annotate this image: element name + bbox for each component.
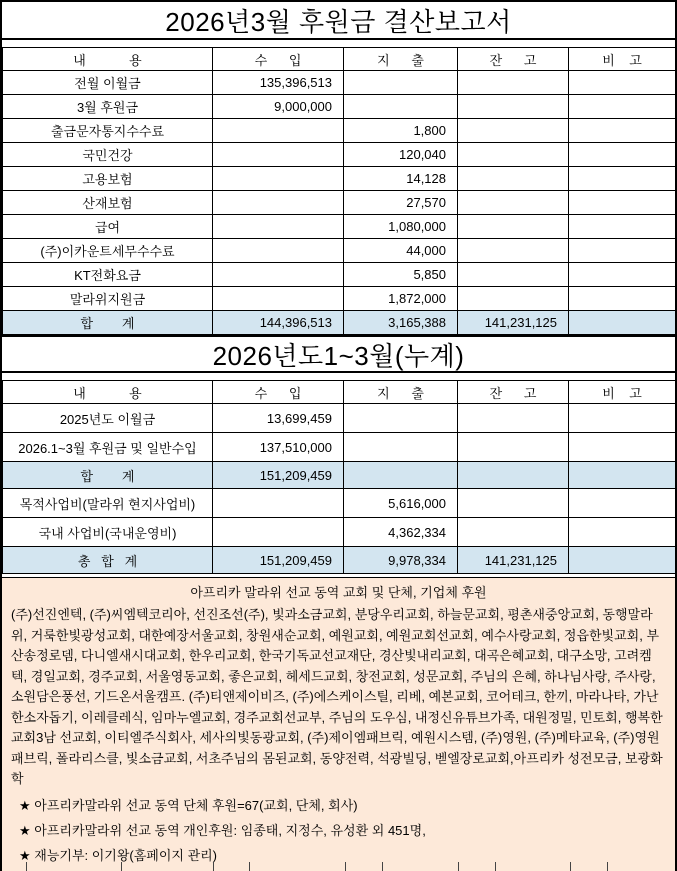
grid-tick — [570, 862, 571, 871]
item-label-cell: 2026.1~3월 후원금 및 일반수입 — [3, 433, 213, 462]
balance-cell — [458, 95, 569, 119]
note-cell — [569, 239, 676, 263]
income-cell — [213, 143, 344, 167]
header-balance: 잔 고 — [458, 381, 569, 404]
note-cell — [569, 547, 676, 574]
income-cell: 144,396,513 — [213, 311, 344, 335]
table-row — [3, 167, 676, 191]
income-cell — [213, 167, 344, 191]
balance-cell: 141,231,125 — [458, 311, 569, 335]
income-cell — [213, 287, 344, 311]
item-label-cell: 말라위지원금 — [3, 287, 213, 311]
expense-cell — [344, 95, 458, 119]
march-report-title: 2026년3월 후원금 결산보고서 — [2, 2, 675, 40]
march-settlement-table — [2, 47, 676, 335]
note-cell — [569, 191, 676, 215]
note-cell — [569, 167, 676, 191]
grid-tick — [382, 862, 383, 871]
table-row — [3, 404, 676, 433]
expense-cell — [344, 71, 458, 95]
item-label-cell: 합 계 — [3, 311, 213, 335]
sponsor-note-individuals: ★ 아프리카말라위 선교 동역 개인후원: 임종태, 지정수, 유성환 외 451명, — [19, 822, 426, 838]
table-header-row — [3, 48, 676, 71]
grid-tick — [607, 862, 608, 871]
item-label-cell: 고용보험 — [3, 167, 213, 191]
table-row — [3, 489, 676, 518]
expense-cell — [344, 404, 458, 433]
section-spacer — [2, 40, 675, 47]
expense-cell — [344, 433, 458, 462]
item-label-cell: KT전화요금 — [3, 263, 213, 287]
table-row — [3, 433, 676, 462]
note-cell — [569, 119, 676, 143]
grand-total-row — [3, 547, 676, 574]
header-note: 비 고 — [569, 381, 676, 404]
note-cell — [569, 433, 676, 462]
expense-cell: 9,978,334 — [344, 547, 458, 574]
expense-cell: 5,850 — [344, 263, 458, 287]
grid-tick — [213, 862, 214, 871]
expense-cell: 1,800 — [344, 119, 458, 143]
header-note: 비 고 — [569, 48, 676, 71]
balance-cell — [458, 404, 569, 433]
table-row — [3, 95, 676, 119]
income-cell — [213, 489, 344, 518]
header-income: 수 입 — [213, 48, 344, 71]
balance-cell — [458, 215, 569, 239]
item-label-cell: 급여 — [3, 215, 213, 239]
header-expense: 지 출 — [344, 48, 458, 71]
item-label-cell: 전월 이월금 — [3, 71, 213, 95]
note-cell — [569, 489, 676, 518]
balance-cell — [458, 239, 569, 263]
grid-tick — [495, 862, 496, 871]
item-label-cell: 목적사업비(말라위 현지사업비) — [3, 489, 213, 518]
income-cell: 151,209,459 — [213, 547, 344, 574]
income-cell — [213, 263, 344, 287]
expense-cell: 27,570 — [344, 191, 458, 215]
subtotal-row — [3, 462, 676, 489]
income-cell — [213, 518, 344, 547]
table-row — [3, 71, 676, 95]
item-label-cell: 총 합 계 — [3, 547, 213, 574]
note-cell — [569, 71, 676, 95]
note-cell — [569, 311, 676, 335]
balance-cell — [458, 489, 569, 518]
total-row — [3, 311, 676, 335]
income-cell: 151,209,459 — [213, 462, 344, 489]
table-row — [3, 191, 676, 215]
balance-cell: 141,231,125 — [458, 547, 569, 574]
balance-cell — [458, 191, 569, 215]
balance-cell — [458, 518, 569, 547]
header-content: 내 용 — [3, 48, 213, 71]
sponsor-note-groups: ★ 아프리카말라위 선교 동역 단체 후원=67(교회, 단체, 회사) — [19, 797, 358, 813]
note-cell — [569, 404, 676, 433]
grid-tick — [121, 862, 122, 871]
table-row — [3, 518, 676, 547]
expense-cell — [344, 462, 458, 489]
header-content: 내 용 — [3, 381, 213, 404]
income-cell: 137,510,000 — [213, 433, 344, 462]
grid-tick — [249, 862, 250, 871]
sponsor-list: (주)선진엔텍, (주)씨엠텍코리아, 선진조선(주), 빛과소금교회, 분당우리교회, 하늘문교회, 평촌새중앙교회, 동행말라위, 거룩한빛광성교회, 대한예장서울교회, 창원새순교회, 예원교회, 예원교회선교회, 예수사랑교회, 정읍한빛교회, 부산송정로뎀, 다니엘새시대교회, 한우리교회, 한국기독교선교재단, 경산빛내리교회, 대곡은혜교회, 대구소망, 고려켐텍, 경일교회, 경주교회, 서울영동교회, 좋은교회, 헤세드교회, 창전교회, 성문교회, 주님의 은혜, 하나님사랑, 주사랑, 소원담은풍선, 기드온서울캠프. (주)티앤제이비즈, (주)에스케이스틸, 리베, 예본교회, 코어테크, 한끼, 마라나타, 가난한소자돕기, 이레클레식, 임마누엘교회, 경주교회선교부, 주님의 도우심, 내정신유튜브가족, 대원정밀, 민토회, 행복한교회3남 선교회, 이티엘주식회사, 세사의빛동광교회, (주)제이엠패브릭, 예원시스템, (주)영원, (주)메타교육, (주)영원패브릭, 폴라리스클, 빛소금교회, 서초주님의 몸된교회, 동양전력, 석광빌딩, 벧엘장로교회,아프리카 성전모금, 보광화학 — [11, 607, 663, 786]
table-row — [3, 239, 676, 263]
section-spacer — [2, 373, 675, 380]
spreadsheet-grid-ticks — [2, 859, 675, 871]
header-income: 수 입 — [213, 381, 344, 404]
expense-cell: 1,872,000 — [344, 287, 458, 311]
item-label-cell: 2025년도 이월금 — [3, 404, 213, 433]
table-row — [3, 215, 676, 239]
balance-cell — [458, 263, 569, 287]
note-cell — [569, 143, 676, 167]
income-cell — [213, 191, 344, 215]
income-cell — [213, 239, 344, 263]
expense-cell: 4,362,334 — [344, 518, 458, 547]
grid-tick — [458, 862, 459, 871]
expense-cell: 44,000 — [344, 239, 458, 263]
note-cell — [569, 215, 676, 239]
note-cell — [569, 263, 676, 287]
expense-cell: 5,616,000 — [344, 489, 458, 518]
expense-cell: 1,080,000 — [344, 215, 458, 239]
note-cell — [569, 518, 676, 547]
cumulative-table — [2, 380, 676, 574]
item-label-cell: 국민건강 — [3, 143, 213, 167]
note-cell — [569, 287, 676, 311]
balance-cell — [458, 462, 569, 489]
item-label-cell: 3월 후원금 — [3, 95, 213, 119]
income-cell: 13,699,459 — [213, 404, 344, 433]
expense-cell: 14,128 — [344, 167, 458, 191]
item-label-cell: 산재보험 — [3, 191, 213, 215]
cumulative-report-title: 2026년도1~3월(누계) — [2, 335, 675, 373]
sponsor-footer — [2, 577, 675, 871]
item-label-cell: 합 계 — [3, 462, 213, 489]
income-cell: 135,396,513 — [213, 71, 344, 95]
balance-cell — [458, 433, 569, 462]
header-balance: 잔 고 — [458, 48, 569, 71]
item-label-cell: 출금문자통지수수료 — [3, 119, 213, 143]
item-label-cell: 국내 사업비(국내운영비) — [3, 518, 213, 547]
note-cell — [569, 462, 676, 489]
expense-cell: 120,040 — [344, 143, 458, 167]
income-cell — [213, 215, 344, 239]
note-cell — [569, 95, 676, 119]
balance-cell — [458, 167, 569, 191]
table-row — [3, 287, 676, 311]
balance-cell — [458, 71, 569, 95]
balance-cell — [458, 287, 569, 311]
item-label-cell: (주)이카운트세무수수료 — [3, 239, 213, 263]
income-cell: 9,000,000 — [213, 95, 344, 119]
income-cell — [213, 119, 344, 143]
sponsor-heading: 아프리카 말라위 선교 동역 교회 및 단체, 기업체 후원 — [190, 585, 487, 600]
expense-cell: 3,165,388 — [344, 311, 458, 335]
grid-tick — [345, 862, 346, 871]
balance-cell — [458, 143, 569, 167]
table-row — [3, 119, 676, 143]
table-header-row — [3, 381, 676, 404]
balance-cell — [458, 119, 569, 143]
grid-tick — [26, 862, 27, 871]
header-expense: 지 출 — [344, 381, 458, 404]
sponsor-note-talent: ★ 재능기부: 이기왕(홈페이지 관리) — [19, 847, 218, 863]
table-row — [3, 263, 676, 287]
table-row — [3, 143, 676, 167]
